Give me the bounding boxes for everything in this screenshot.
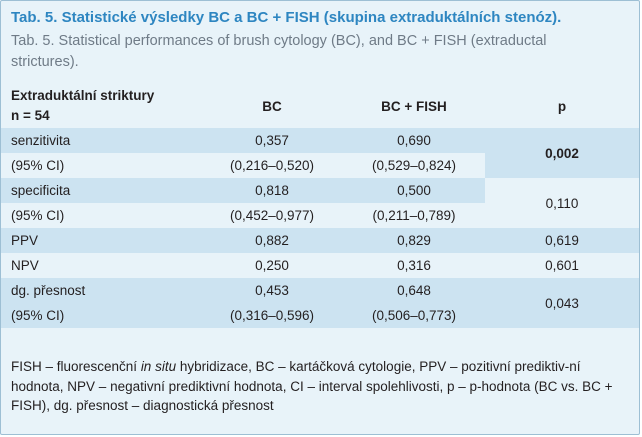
cell-bc: (0,316–0,596) [201,303,343,328]
cell-bc: 0,882 [201,228,343,253]
table-footnote [11,357,631,416]
table-row [1,178,639,203]
table-row [1,228,639,253]
cell-bc: (0,452–0,977) [201,203,343,228]
cell-bc: (0,216–0,520) [201,153,343,178]
cell-p-senzitivita: 0,002 [485,128,639,178]
header-p: p [557,98,567,114]
table-row [1,278,639,303]
cell-bc: 0,250 [201,253,343,278]
cell-p-presnost: 0,043 [485,278,639,328]
cell-bc: 0,453 [201,278,343,303]
row-label: (95% CI) [1,203,201,228]
table-row [1,253,639,278]
cell-bc-fish: 0,829 [343,228,485,253]
row-label: dg. přesnost [1,278,201,303]
cell-bc-fish: 0,648 [343,278,485,303]
cell-bc-fish: (0,506–0,773) [343,303,485,328]
row-label: NPV [1,253,201,278]
cell-p-ppv: 0,619 [485,228,639,253]
table-row [1,128,639,153]
cell-bc-fish: (0,211–0,789) [343,203,485,228]
table-header-row [1,84,639,128]
cell-bc: 0,818 [201,178,343,203]
footnote-italic: in situ [140,359,177,374]
header-group-line1: Extraduktální striktury [11,88,155,103]
cell-bc-fish: 0,316 [343,253,485,278]
row-label: (95% CI) [1,153,201,178]
header-bc: BC [262,98,282,114]
row-label: specificita [1,178,201,203]
cell-p-npv: 0,601 [485,253,639,278]
row-label: PPV [1,228,201,253]
cell-bc-fish: 0,500 [343,178,485,203]
table-title: Tab. 5. Statistické výsledky BC a BC + FISH (skupina extraduktálních stenóz). [11,9,562,26]
footnote-part1: FISH – fluorescenční [11,359,141,374]
results-table [1,84,639,328]
row-label: senzitivita [1,128,201,153]
header-group-line2: n = 54 [11,108,50,123]
row-label: (95% CI) [1,303,201,328]
header-group [1,84,201,128]
cell-bc-fish: (0,529–0,824) [343,153,485,178]
header-bc-fish: BC + FISH [381,98,447,114]
cell-bc-fish: 0,690 [343,128,485,153]
cell-bc: 0,357 [201,128,343,153]
footnote-part2: hybridizace, BC – kartáčková cytologie, PPV – pozitivní prediktiv-ní hodnota, NPV – negativní prediktivní hodnota, CI – interval spolehlivosti, p – p-hodnota (BC vs. BC + FISH), dg. přesnost – diagnostická přesnost [11,359,613,413]
cell-p-specificita: 0,110 [485,178,639,228]
table-subtitle: Tab. 5. Statistical performances of brush cytology (BC), and BC + FISH (extraductal strictures). [11,33,547,70]
